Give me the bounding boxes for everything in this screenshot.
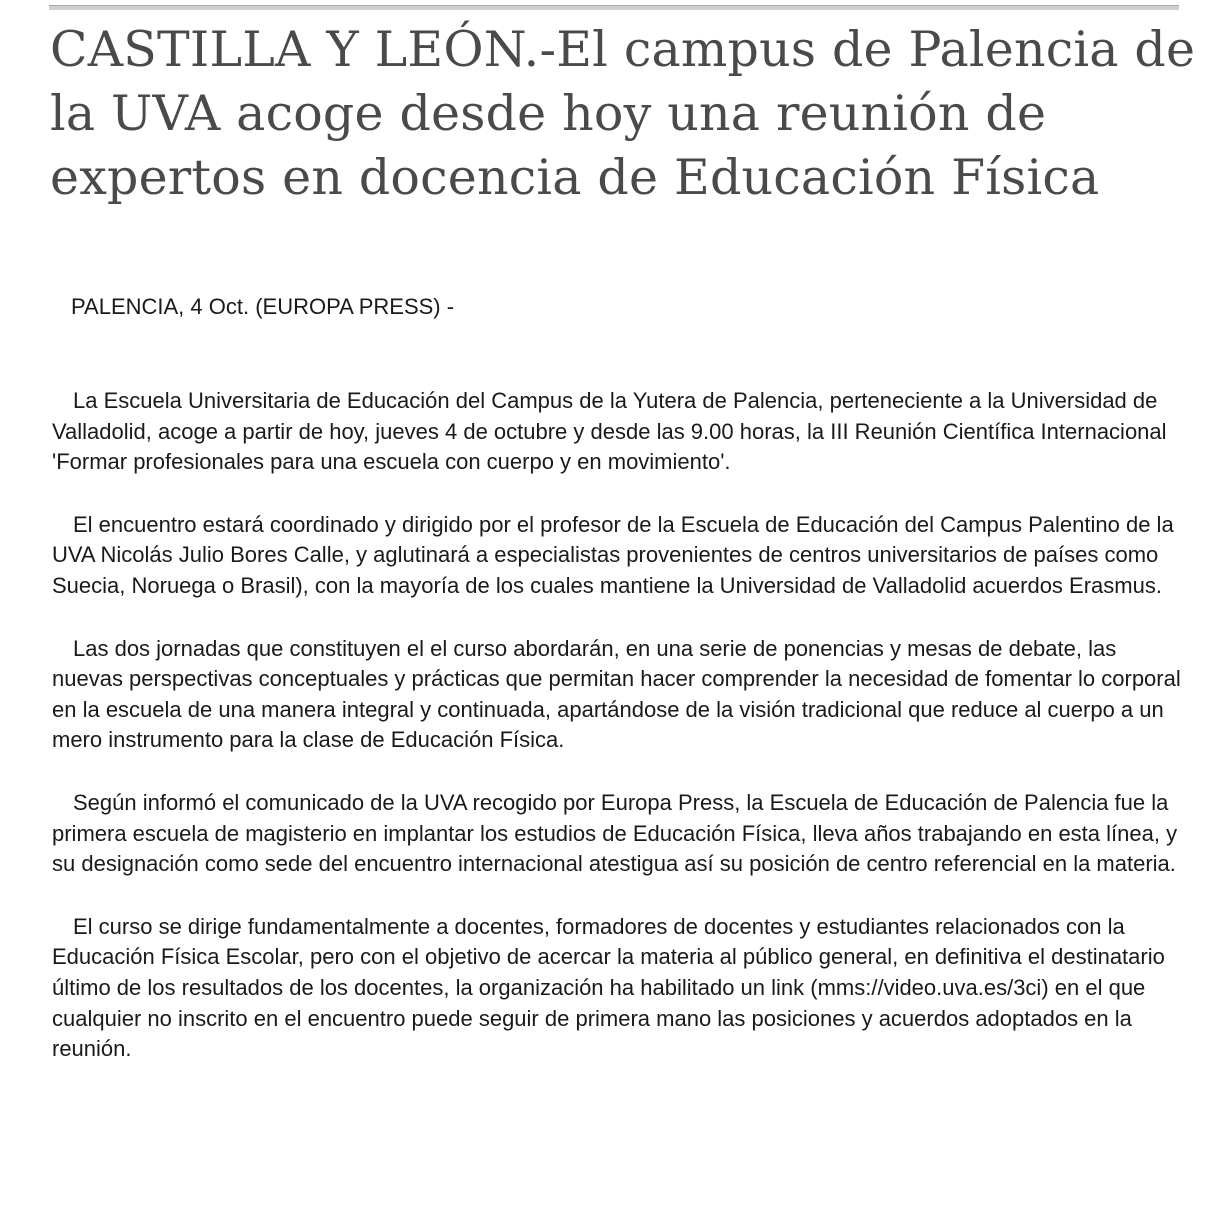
top-rule: [49, 5, 1179, 10]
article-dateline: PALENCIA, 4 Oct. (EUROPA PRESS) -: [71, 294, 455, 319]
article-headline: CASTILLA Y LEÓN.-El campus de Palencia de la UVA acoge desde hoy una reunión de expertos en docencia de Educación Física: [50, 21, 1196, 206]
body-paragraph-4: Según informó el comunicado de la UVA recogido por Europa Press, la Escuela de Educación de Palencia fue la primera escuela de magisterio en implantar los estudios de Educación Física, lleva años trabajando en esta línea, y su designación como sede del encuentro internacional atestigua así su posición de centro referencial en la materia.: [52, 789, 1178, 877]
body-paragraph-1: La Escuela Universitaria de Educación del Campus de la Yutera de Palencia, perteneciente a la Universidad de Valladolid, acoge a partir de hoy, jueves 4 de octubre y desde las 9.00 horas, la III Reunión Científica Internacional 'Formar profesionales para una escuela con cuerpo y en movimiento'.: [52, 388, 1167, 475]
article-body: [52, 386, 1182, 1097]
body-paragraph-3: Las dos jornadas que constituyen el el curso abordarán, en una serie de ponencias y mesas de debate, las nuevas perspectivas conceptuales y prácticas que permitan hacer comprender la necesidad de fomentar lo corporal en la escuela de una manera integral y continuada, apartándose de la visión tradicional que reduce al cuerpo a un mero instrumento para la clase de Educación Física.: [52, 635, 1181, 753]
body-paragraph-2: El encuentro estará coordinado y dirigido por el profesor de la Escuela de Educación del Campus Palentino de la UVA Nicolás Julio Bores Calle, y aglutinará a especialistas provenientes de centros universitarios de países como Suecia, Noruega o Brasil), con la mayoría de los cuales mantiene la Universidad de Valladolid acuerdos Erasmus.: [52, 511, 1174, 598]
body-paragraph-5: El curso se dirige fundamentalmente a docentes, formadores de docentes y estudiantes relacionados con la Educación Física Escolar, pero con el objetivo de acercar la materia al público general, en definitiva el destinatario último de los resultados de los docentes, la organización ha habilitado un link (mms://video.uva.es/3ci) en el que cualquier no inscrito en el encuentro puede seguir de primera mano las posiciones y acuerdos adoptados en la reunión.: [52, 913, 1165, 1062]
